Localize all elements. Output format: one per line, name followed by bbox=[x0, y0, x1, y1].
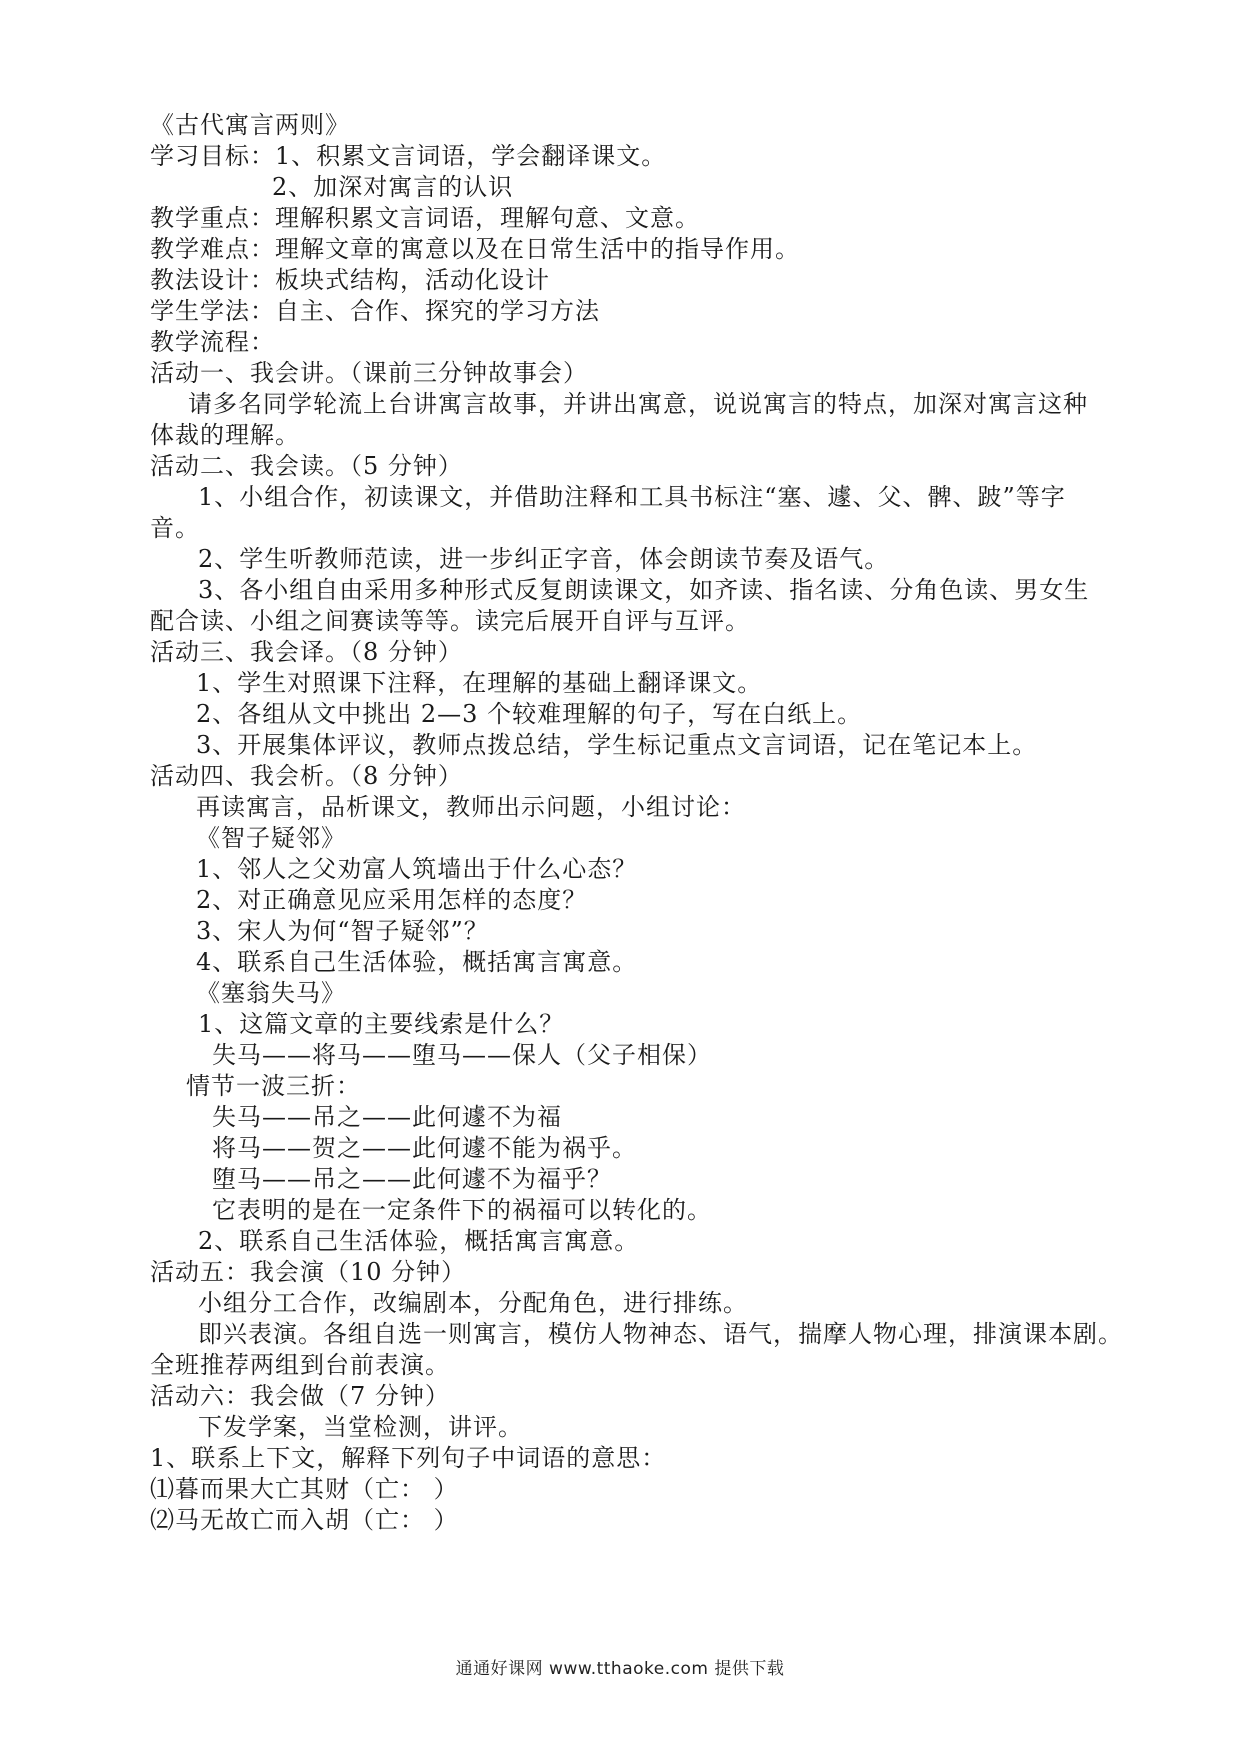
student-study-method: 学生学法：自主、合作、探究的学习方法 bbox=[150, 297, 600, 325]
story-2-clue: 失马——将马——堕马——保人（父子相保） bbox=[212, 1041, 712, 1069]
page-footer: 通通好课网 www.tthaoke.com 提供下载 bbox=[455, 1659, 785, 1679]
activity-3-item-3: 3、开展集体评议，教师点拨总结，学生标记重点文言词语，记在笔记本上。 bbox=[196, 731, 1038, 759]
story-1-question-4: 4、联系自己生活体验，概括寓言寓意。 bbox=[196, 948, 638, 976]
activity-5-line-2: 即兴表演。各组自选一则寓言，模仿人物神态、语气，揣摩人物心理，排演课本剧。 bbox=[198, 1320, 1123, 1348]
story-1-question-3: 3、宋人为何“智子疑邻”？ bbox=[196, 917, 489, 945]
activity-4-heading: 活动四、我会析。（8 分钟） bbox=[150, 762, 463, 790]
exercise-item-1: ⑴暮而果大亡其财（亡： ） bbox=[150, 1475, 459, 1503]
activity-5-line-3: 全班推荐两组到台前表演。 bbox=[150, 1351, 450, 1379]
activity-1-heading: 活动一、我会讲。（课前三分钟故事会） bbox=[150, 359, 588, 387]
activity-3-heading: 活动三、我会译。（8 分钟） bbox=[150, 638, 463, 666]
learning-goal-line-1: 学习目标：1、积累文言词语，学会翻译课文。 bbox=[150, 142, 667, 170]
activity-2-item-3-line-2: 配合读、小组之间赛读等等。读完后展开自评与互评。 bbox=[150, 607, 750, 635]
activity-1-paragraph-line-1: 请多名同学轮流上台讲寓言故事，并讲出寓意，说说寓言的特点，加深对寓言这种 bbox=[188, 390, 1088, 418]
plot-line-3: 堕马——吊之——此何遽不为福乎？ bbox=[212, 1165, 612, 1193]
plot-line-1: 失马——吊之——此何遽不为福 bbox=[212, 1103, 562, 1131]
activity-3-item-1: 1、学生对照课下注释，在理解的基础上翻译课文。 bbox=[196, 669, 763, 697]
story-1-question-1: 1、邻人之父劝富人筑墙出于什么心态？ bbox=[196, 855, 638, 883]
teaching-key-points: 教学重点：理解积累文言词语，理解句意、文意。 bbox=[150, 204, 700, 232]
activity-1-paragraph-line-2: 体裁的理解。 bbox=[150, 421, 300, 449]
activity-2-item-3-line-1: 3、各小组自由采用多种形式反复朗读课文，如齐读、指名读、分角色读、男女生 bbox=[198, 576, 1090, 604]
teaching-difficulties: 教学难点：理解文章的寓意以及在日常生活中的指导作用。 bbox=[150, 235, 800, 263]
exercise-item-2: ⑵马无故亡而入胡（亡： ） bbox=[150, 1506, 459, 1534]
story-2-question-1: 1、这篇文章的主要线索是什么？ bbox=[198, 1010, 565, 1038]
story-1-title: 《智子疑邻》 bbox=[196, 824, 346, 852]
activity-6-line-1: 下发学案，当堂检测，讲评。 bbox=[198, 1413, 523, 1441]
plot-line-2: 将马——贺之——此何遽不能为祸乎。 bbox=[212, 1134, 637, 1162]
activity-2-item-2: 2、学生听教师范读，进一步纠正字音，体会朗读节奏及语气。 bbox=[198, 545, 890, 573]
teaching-process-label: 教学流程： bbox=[150, 328, 275, 356]
activity-5-line-1: 小组分工合作，改编剧本，分配角色，进行排练。 bbox=[198, 1289, 748, 1317]
exercise-question: 1、联系上下文，解释下列句子中词语的意思： bbox=[150, 1444, 667, 1472]
plot-conclusion: 它表明的是在一定条件下的祸福可以转化的。 bbox=[212, 1196, 712, 1224]
teaching-method-design: 教法设计：板块式结构，活动化设计 bbox=[150, 266, 550, 294]
activity-2-item-1-line-2: 音。 bbox=[150, 514, 200, 542]
plot-label: 情节一波三折： bbox=[186, 1072, 361, 1100]
story-2-title: 《塞翁失马》 bbox=[196, 979, 346, 1007]
learning-goal-line-2: 2、加深对寓言的认识 bbox=[272, 173, 514, 201]
story-2-question-2: 2、联系自己生活体验，概括寓言寓意。 bbox=[198, 1227, 640, 1255]
story-1-question-2: 2、对正确意见应采用怎样的态度？ bbox=[196, 886, 588, 914]
activity-6-heading: 活动六：我会做（7 分钟） bbox=[150, 1382, 450, 1410]
activity-5-heading: 活动五：我会演（10 分钟） bbox=[150, 1258, 467, 1286]
activity-3-item-2: 2、各组从文中挑出 2—3 个较难理解的句子，写在白纸上。 bbox=[196, 700, 863, 728]
document-title: 《古代寓言两则》 bbox=[150, 111, 350, 139]
activity-2-item-1-line-1: 1、小组合作，初读课文，并借助注释和工具书标注“塞、遽、父、髀、跛”等字 bbox=[198, 483, 1066, 511]
activity-4-intro: 再读寓言，品析课文，教师出示问题，小组讨论： bbox=[196, 793, 746, 821]
activity-2-heading: 活动二、我会读。（5 分钟） bbox=[150, 452, 463, 480]
